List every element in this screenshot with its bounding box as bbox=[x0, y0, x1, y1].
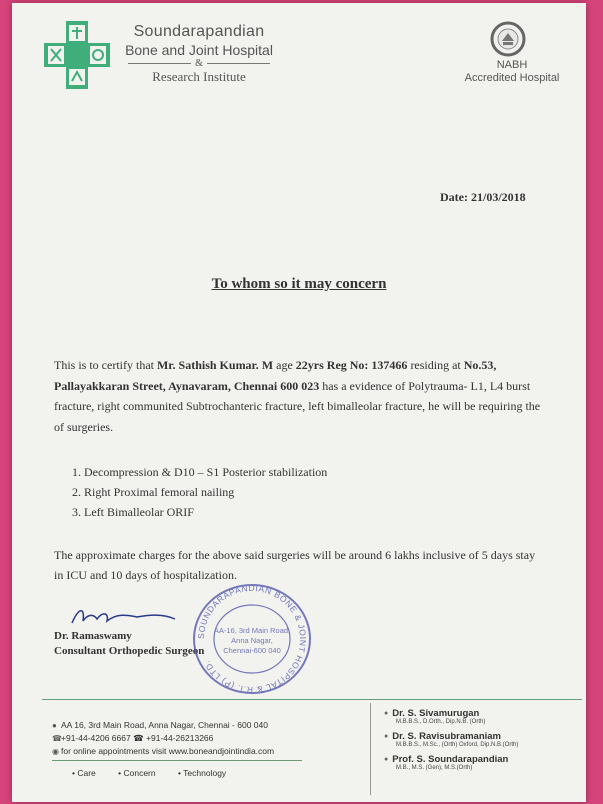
surgery-list bbox=[72, 462, 492, 522]
doctor-name: ● Prof. S. Soundarapandian bbox=[384, 754, 518, 765]
letter-body bbox=[54, 355, 544, 437]
stamp-ring-text: SOUNDARAPANDIAN BONE & JOINT HOSPITAL & R.I. (P) LTD. bbox=[195, 582, 309, 696]
hospital-name-divider bbox=[124, 58, 274, 68]
letter-date: Date: 21/03/2018 bbox=[440, 190, 526, 204]
footer-phones: +91-44-4206 6667 ☎ +91-44-26213266 bbox=[61, 733, 214, 743]
body-diagnosis: has a evidence of Polytrauma- L1, L4 burst fracture, right communited Subtrochanteric fracture, left bimalleolar fracture, he will be requiring the of surgeries. bbox=[54, 378, 541, 434]
list-item: 1. Decompression & D10 – S1 Posterior stabilization bbox=[72, 465, 328, 479]
list-item: 3. Left Bimalleolar ORIF bbox=[72, 505, 194, 519]
body-intro: This is to certify that bbox=[54, 358, 157, 372]
footer-address: AA 16, 3rd Main Road, Anna Nagar, Chennai - 600 040 bbox=[61, 720, 268, 730]
hospital-name bbox=[124, 23, 274, 85]
footer-vertical-divider bbox=[370, 703, 371, 795]
tag-concern: • Concern bbox=[118, 768, 156, 778]
stamp-line2: Anna Nagar, bbox=[231, 636, 273, 645]
hospital-name-line1: Soundarapandian bbox=[133, 23, 265, 40]
letter-subject: To whom so it may concern bbox=[211, 276, 387, 292]
signatory-title: Consultant Orthopedic Surgeon bbox=[54, 645, 205, 657]
list-item: 2. Right Proximal femoral nailing bbox=[72, 485, 235, 499]
footer-contact bbox=[52, 719, 274, 758]
nabh-label: NABH bbox=[496, 59, 528, 71]
tag-technology: • Technology bbox=[177, 768, 227, 778]
location-pin-icon: ● bbox=[52, 721, 57, 730]
medical-cross-logo-icon bbox=[42, 19, 112, 91]
doctor-degrees: M.B., M.S. (Gen), M.S.(Orth) bbox=[396, 765, 473, 771]
stamp-line3: Chennai-600 040 bbox=[223, 646, 281, 655]
footer-tags bbox=[72, 768, 246, 778]
signatory-name: Dr. Ramaswamy bbox=[54, 630, 132, 642]
hospital-name-line3: Research Institute bbox=[152, 69, 246, 84]
patient-address: No.53, Pallayakkaran Street, Aynavaram, Chennai 600 023 bbox=[54, 358, 497, 393]
signatory-block bbox=[54, 629, 204, 659]
footer-doctors bbox=[384, 708, 518, 777]
doctor-degrees: M.B.B.S., M.Sc., (Orth) Oxford, Dip.N.B.(Orth) bbox=[396, 742, 519, 748]
doctor-degrees: M.B.B.S., D.Orth., Dip.N.B. (Orth) bbox=[396, 719, 486, 725]
ampersand: & bbox=[195, 57, 203, 69]
nabh-accreditation bbox=[452, 59, 572, 85]
footer-divider bbox=[42, 699, 582, 700]
accredited-label: Accredited Hospital bbox=[464, 72, 560, 84]
doctor-name: ● Dr. S. Sivamurugan bbox=[384, 708, 518, 719]
letter-page bbox=[12, 3, 586, 802]
hospital-name-line2: Bone and Joint Hospital bbox=[125, 42, 273, 58]
tag-care: • Care bbox=[72, 768, 96, 778]
phone-icon: ☎ bbox=[52, 734, 62, 743]
footer-tag-divider bbox=[52, 760, 302, 761]
body-age-label: age bbox=[273, 358, 296, 372]
footer-website: for online appointments visit www.boneandjointindia.com bbox=[61, 746, 275, 756]
patient-age-reg: 22yrs Reg No: 137466 bbox=[295, 358, 408, 372]
stamp-line1: AA-16, 3rd Main Road, bbox=[213, 626, 291, 635]
globe-icon: ◉ bbox=[52, 747, 59, 756]
doctor-entry bbox=[384, 731, 518, 748]
doctor-entry bbox=[384, 708, 518, 725]
doctor-name: ● Dr. S. Ravisubramaniam bbox=[384, 731, 518, 742]
patient-name: Mr. Sathish Kumar. M bbox=[156, 358, 274, 372]
hospital-stamp bbox=[190, 581, 314, 697]
charges-statement: The approximate charges for the above said surgeries will be around 6 lakhs inclusive of 5 days stay in ICU and 10 days of hospitalization. bbox=[54, 548, 536, 582]
doctor-entry bbox=[384, 754, 518, 771]
signature-icon bbox=[67, 603, 177, 629]
body-residing: residing at bbox=[407, 358, 464, 372]
nabh-seal-icon bbox=[490, 21, 526, 57]
